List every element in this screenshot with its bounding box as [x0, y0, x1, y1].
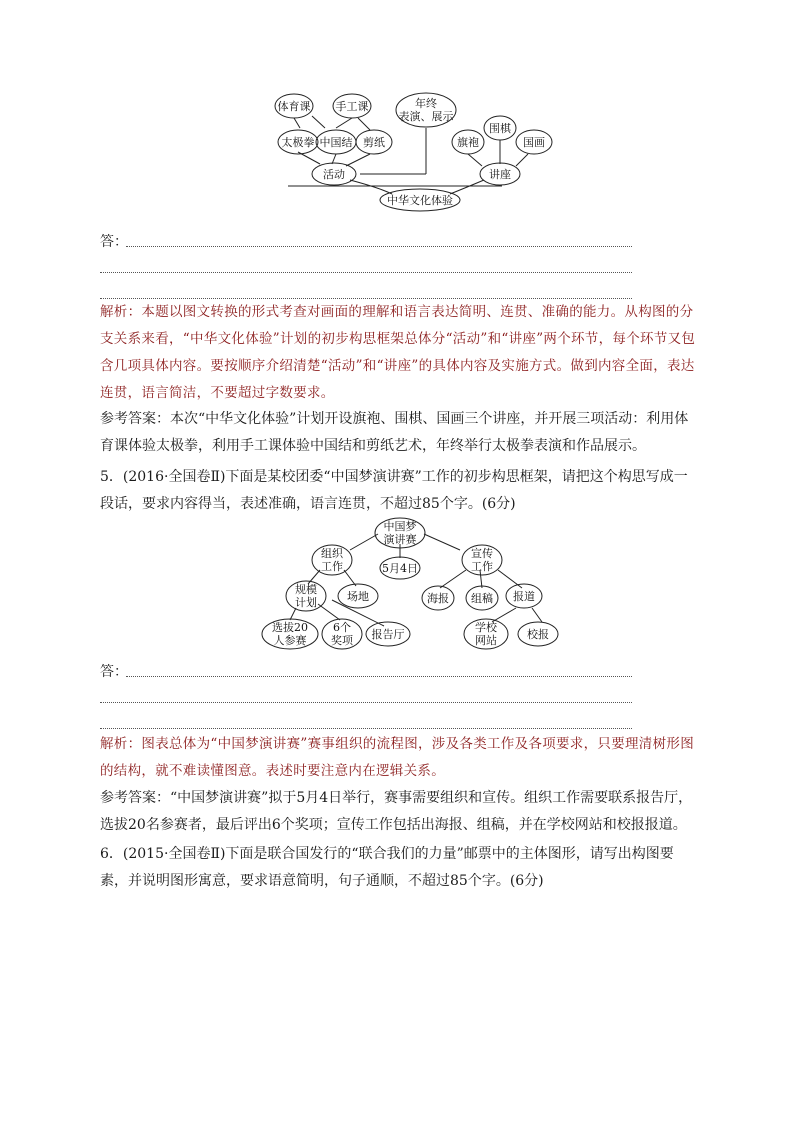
venue-label: 场地	[347, 590, 369, 603]
taiji-label: 太极拳	[281, 136, 315, 149]
school-website-label-1: 学校	[475, 621, 497, 634]
manuscript-label: 组稿	[471, 592, 493, 605]
hall-label: 报告厅	[371, 628, 405, 641]
organize-label-2: 工作	[321, 560, 343, 573]
plan-label-1: 规模	[295, 583, 317, 596]
q5-question: 5．(2016·全国卷Ⅱ)下面是某校团委“中国梦演讲赛”工作的初步构思框架，请把这个构思写成一段话，要求内容得当，表述准确，语言连贯，不超过85个字。(6分)	[100, 469, 688, 512]
culture-experience-diagram	[270, 90, 560, 212]
chinese-knot-label: 中国结	[319, 136, 353, 149]
organize-label-1: 组织	[321, 547, 343, 560]
q4-analysis: 解析：本题以图文转换的形式考查对画面的理解和语言表达简明、连贯、准确的能力。从构图的分支关系来看，“中华文化体验”计划的初步构思框架总体分“活动”和“讲座”两个环节，每个环节又包含几项具体内容。要按顺序介绍清楚“活动”和“讲座”的具体内容及实施方式。做到内容全面，表达连贯，语言简洁，不要超过字数要求。	[100, 304, 696, 401]
painting-label: 国画	[523, 136, 545, 149]
q4-answer-area[interactable]	[100, 226, 632, 304]
pe-class-label: 体育课	[277, 100, 311, 113]
select-20-label-2: 人参赛	[273, 634, 307, 647]
publicity-label-2: 工作	[471, 560, 493, 573]
answer-label: 答：	[100, 664, 128, 680]
report-label: 报道	[513, 590, 535, 603]
plan-label-2: 计划	[295, 596, 317, 609]
qipao-label: 旗袍	[457, 136, 479, 149]
root-label-2: 演讲赛	[383, 533, 417, 546]
year-end-label-1: 年终	[415, 97, 437, 110]
school-website-label-2: 网站	[475, 634, 497, 647]
go-label: 围棋	[489, 122, 511, 135]
answer-line[interactable]	[100, 252, 632, 278]
dream-speech-diagram	[260, 516, 570, 652]
date-label: 5月4日	[382, 562, 418, 575]
select-20-label-1: 选拔20	[272, 621, 308, 634]
answer-line[interactable]	[100, 226, 632, 252]
six-awards-label-1: 6个	[333, 621, 351, 634]
root-label: 中华文化体验	[387, 194, 453, 207]
q4-reference-answer: 参考答案：本次“中华文化体验”计划开设旗袍、围棋、国画三个讲座，并开展三项活动：利用体育课体验太极拳，利用手工课体验中国结和剪纸艺术，年终举行太极拳表演和作品展示。	[100, 411, 689, 454]
answer-line[interactable]	[100, 656, 632, 682]
handicraft-class-label: 手工课	[335, 100, 369, 113]
lecture-label: 讲座	[489, 168, 511, 181]
poster-label: 海报	[427, 592, 449, 605]
answer-label: 答：	[100, 234, 128, 250]
root-label-1: 中国梦	[383, 520, 417, 533]
paper-cut-label: 剪纸	[363, 136, 385, 149]
q5-answer-area[interactable]	[100, 656, 632, 734]
publicity-label-1: 宣传	[471, 547, 493, 560]
q5-analysis: 解析：图表总体为“中国梦演讲赛”赛事组织的流程图，涉及各类工作及各项要求，只要理清树形图的结构，就不难读懂图意。表述时要注意内在逻辑关系。	[100, 736, 695, 779]
activity-label: 活动	[323, 168, 345, 181]
q6-question: 6．(2015·全国卷Ⅱ)下面是联合国发行的“联合我们的力量”邮票中的主体图形，请写出构图要素，并说明图形寓意，要求语意简明，句子通顺，不超过85个字。(6分)	[100, 846, 674, 889]
q5-reference-answer: 参考答案：“中国梦演讲赛”拟于5月4日举行，赛事需要组织和宣传。组织工作需要联系报告厅，选拔20名参赛者，最后评出6个奖项；宣传工作包括出海报、组稿，并在学校网站和校报报道。	[100, 790, 693, 833]
answer-line[interactable]	[100, 682, 632, 708]
school-paper-label: 校报	[527, 628, 549, 641]
six-awards-label-2: 奖项	[331, 634, 353, 647]
year-end-label-2: 表演、展示	[398, 110, 454, 123]
